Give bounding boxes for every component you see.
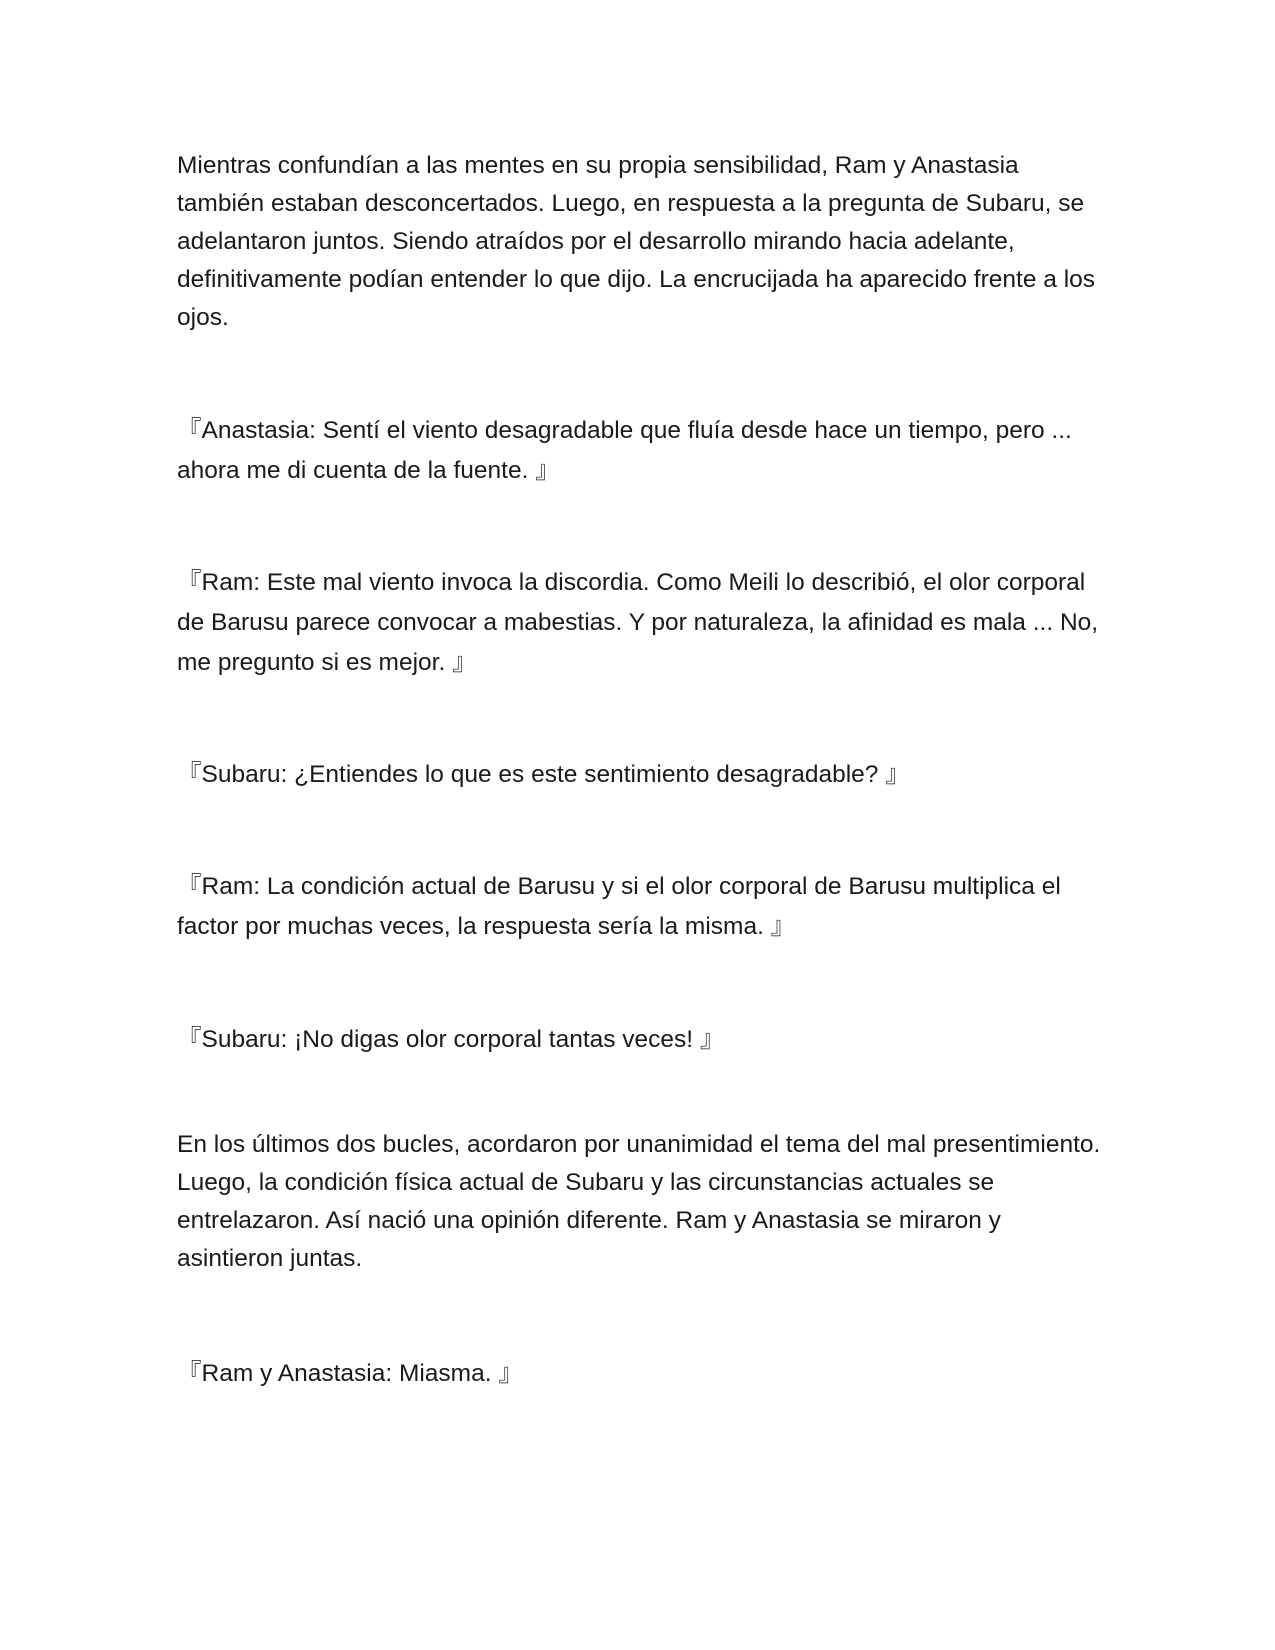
dialogue-ram: 『Ram: Este mal viento invoca la discordia. Como Meili lo describió, el olor corporal de Barusu parece convocar a mabestias. Y por naturaleza, la afinidad es mala ... No, me pregunto si es mejor. 』 xyxy=(177,569,1099,676)
dialogue-anastasia: 『Anastasia: Sentí el viento desagradable que fluía desde hace un tiempo, pero ... ahora me di cuenta de la fuente. 』 xyxy=(177,417,1072,484)
dialogue-subaru: 『Subaru: ¡No digas olor corporal tantas veces! 』 xyxy=(177,1026,725,1053)
dialogue-ram: 『Ram: La condición actual de Barusu y si el olor corporal de Barusu multiplica el factor por muchas veces, la respuesta sería la misma. 』 xyxy=(177,873,1061,940)
dialogue-ram-anastasia: 『Ram y Anastasia: Miasma. 』 xyxy=(177,1360,523,1387)
dialogue-subaru: 『Subaru: ¿Entiendes lo que es este sentimiento desagradable? 』 xyxy=(177,761,910,788)
narration-paragraph: En los últimos dos bucles, acordaron por unanimidad el tema del mal presentimiento. Luego, la condición física actual de Subaru y las circunstancias actuales se entrelazaron. Así nació una opinión diferente. Ram y Anastasia se miraron y asintieron juntas. xyxy=(177,1131,1101,1272)
narration-paragraph: Mientras confundían a las mentes en su propia sensibilidad, Ram y Anastasia también estaban desconcertados. Luego, en respuesta a la pregunta de Subaru, se adelantaron juntos. Siendo atraídos por el desarrollo mirando hacia adelante, definitivamente podían entender lo que dijo. La encrucijada ha aparecido frente a los ojos. xyxy=(177,152,1096,331)
